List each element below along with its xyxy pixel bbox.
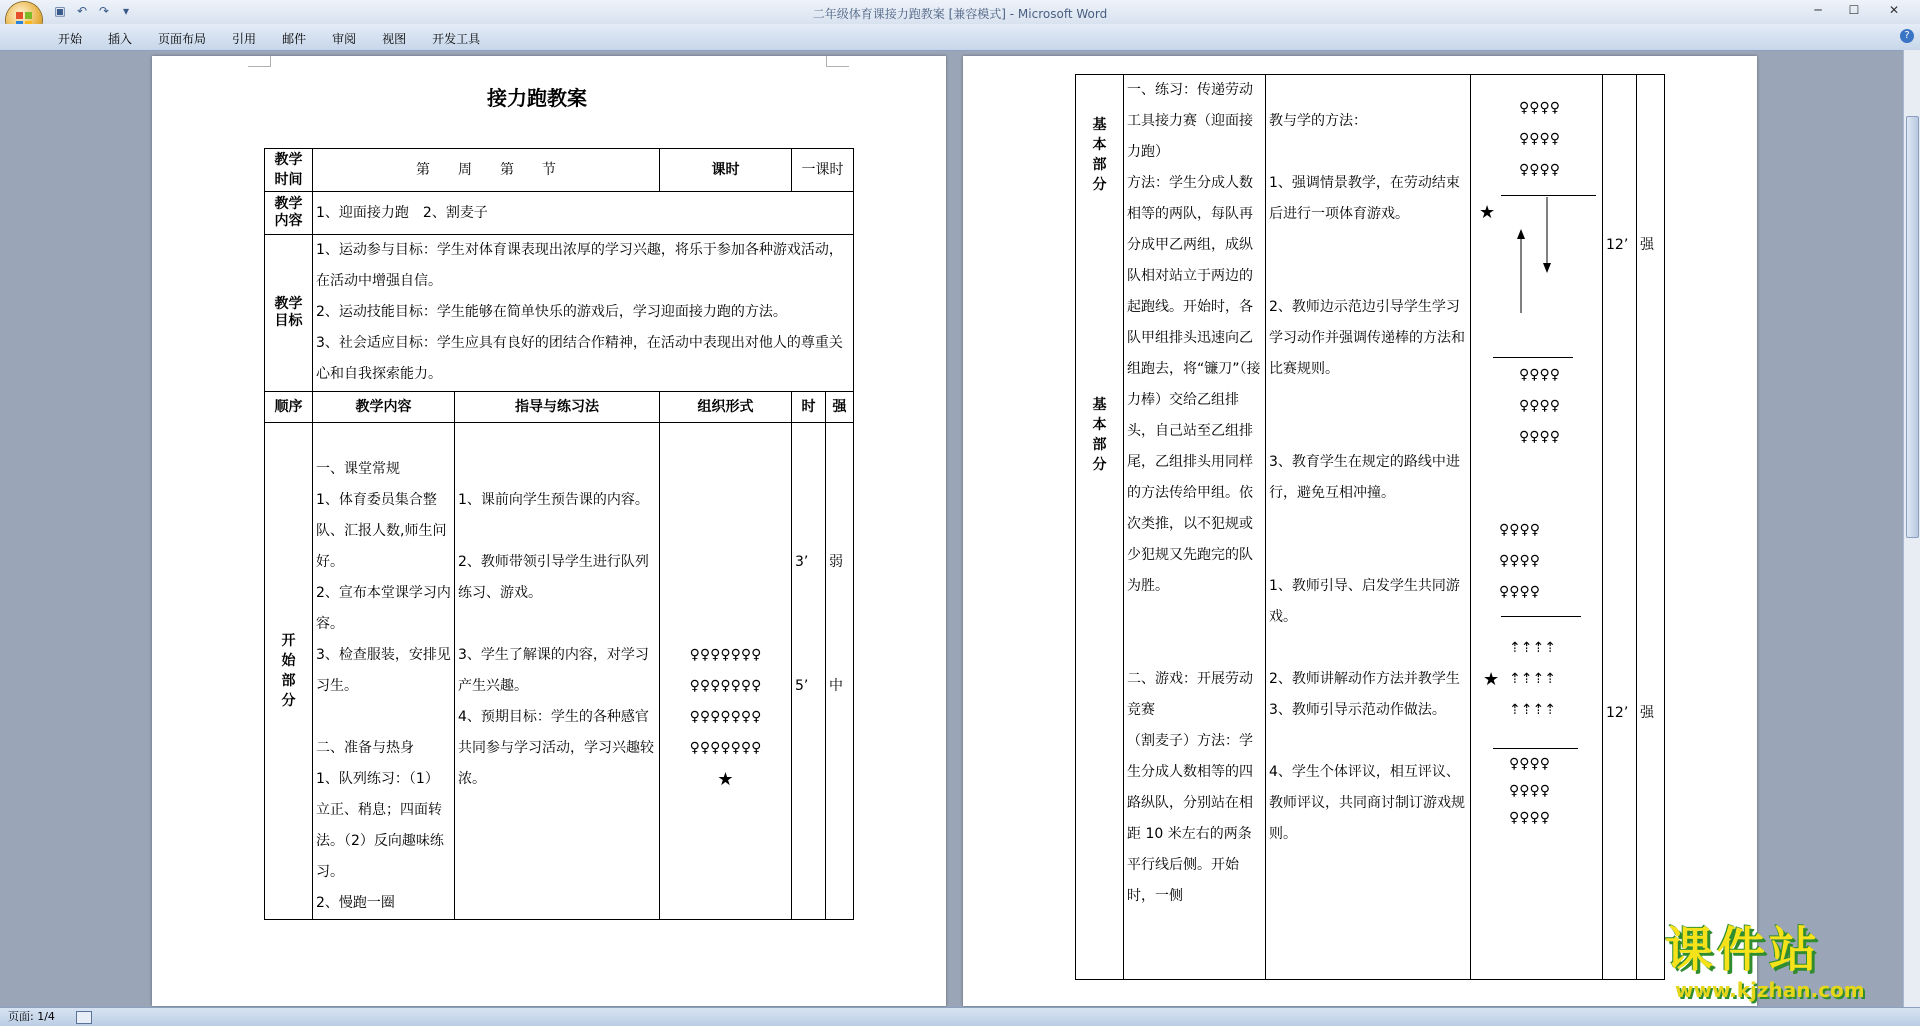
- vertical-scrollbar[interactable]: [1903, 50, 1920, 1007]
- formation-row: ♀♀♀♀: [1499, 584, 1541, 600]
- goals-label-cell: 教学目标: [265, 235, 313, 392]
- formation-row: ♀♀♀♀♀♀♀: [689, 740, 762, 756]
- teaching-content-cell: 一、课堂常规 1、体育委员集合整队、汇报人数,师生问好。 2、宣布本堂课学习内容。 3、检查服装，安排见习生。 二、准备与热身 1、队列练习：（1）立正、稍息；四面转法。（2）反向趣味练习。 2、慢跑一圈: [313, 423, 455, 920]
- formation-row: ♀♀♀♀: [1499, 553, 1541, 569]
- formation-row: ⇡⇡⇡⇡: [1509, 640, 1556, 656]
- header-cell: 顺序: [265, 392, 313, 423]
- header-cell: 时: [792, 392, 826, 423]
- ribbon-tabs: [58, 30, 480, 47]
- maximize-icon[interactable]: ☐: [1848, 3, 1860, 17]
- formation-row: ♀♀♀♀: [1519, 429, 1561, 445]
- formation-row: ♀♀♀♀: [1509, 783, 1551, 799]
- content-value-cell: 1、迎面接力跑 2、割麦子: [313, 192, 854, 235]
- watermark-url: www.kjzhan.com: [1675, 978, 1865, 1002]
- time-value: 12’: [1606, 237, 1629, 253]
- header-cell: 强: [826, 392, 854, 423]
- teaching-content-cell: 一、练习：传递劳动工具接力赛（迎面接力跑） 方法：学生分成人数相等的两队，每队再分成甲乙两组，成纵队相对站立于两边的起跑线。开始时，各队甲组排头迅速向乙组跑去，将“镰刀”（接力棒）交给乙组排头，自己站至乙组排尾，乙组排头用同样的方法传给甲组。依次类推，以不犯规或少犯规又先跑完的队为胜。 二、游戏：开展劳动竞赛 （割麦子）方法：学生分成人数相等的四路纵队，分别站在相距 10 米左右的两条平行线后侧。开始时，一侧: [1124, 75, 1266, 980]
- intensity-value: 强: [1640, 237, 1654, 253]
- undo-icon[interactable]: ↶: [76, 4, 88, 18]
- table-header-row: [265, 392, 854, 423]
- guidance-cell: 教与学的方法： 1、强调情景教学，在劳动结束后进行一项体育游戏。 2、教师边示范边引导学生学习学习动作并强调传递棒的方法和比赛规则。 3、教育学生在规定的路线中进行，避免互相冲撞。 1、教师引导、启发学生共同游戏。 2、教师讲解动作方法并教学生 3、教师引导示范动作做法。 4、学生个体评议，相互评议、教师评议，共同商讨制订游戏规则。: [1266, 75, 1471, 980]
- document-title: 接力跑教案: [487, 86, 587, 110]
- watermark-logo: [1665, 922, 1905, 1002]
- minimize-icon[interactable]: ─: [1814, 3, 1822, 17]
- formation-row: ♀♀♀♀♀♀♀: [689, 647, 762, 663]
- header-cell: 组织形式: [660, 392, 792, 423]
- period-label-cell: 课时: [660, 149, 792, 192]
- save-icon[interactable]: ▣: [54, 4, 66, 18]
- tab-insert[interactable]: 插入: [108, 32, 133, 46]
- table-row: [265, 423, 854, 920]
- intensity-value: 强: [1640, 705, 1654, 721]
- formation-row: ♀♀♀♀: [1519, 131, 1561, 147]
- start-line: [1501, 616, 1581, 617]
- intensity-value: 弱: [829, 554, 843, 570]
- tab-developer[interactable]: 开发工具: [432, 32, 481, 46]
- time-label-cell: 教学时间: [265, 149, 313, 192]
- proofing-icon[interactable]: [76, 1011, 92, 1024]
- teacher-star-icon: ★: [717, 769, 734, 790]
- intensity-cell: [1637, 75, 1665, 980]
- scrollbar-thumb[interactable]: [1906, 116, 1919, 538]
- time-value: 12’: [1606, 705, 1629, 721]
- redo-icon[interactable]: ↷: [98, 4, 110, 18]
- document-page-1[interactable]: [152, 56, 946, 1006]
- lesson-plan-table-continued: [1075, 74, 1665, 980]
- section-label: 基本部分: [1092, 397, 1107, 473]
- formation-row: ♀♀♀♀♀♀♀: [689, 709, 762, 725]
- page-indicator[interactable]: 页面: 1/4: [8, 1010, 55, 1023]
- period-value-cell: 一课时: [792, 149, 854, 192]
- relay-arrows-icon: [1509, 195, 1569, 315]
- margin-corner-mark: [248, 56, 271, 67]
- header-cell: 教学内容: [313, 392, 455, 423]
- formation-row: ♀♀♀♀: [1509, 756, 1551, 772]
- goals-cell: 1、运动参与目标：学生对体育课表现出浓厚的学习兴趣，将乐于参加各种游戏活动，在活动中增强自信。 2、运动技能目标：学生能够在简单快乐的游戏后，学习迎面接力跑的方法。 3、社会适应目标：学生应具有良好的团结合作精神，在活动中表现出对他人的尊重关心和自我探索能力。: [313, 235, 854, 392]
- start-line: [1493, 748, 1578, 749]
- formation-row: ♀♀♀♀: [1519, 162, 1561, 178]
- window-title: 二年级体育课接力跑教案 [兼容模式] - Microsoft Word: [812, 7, 1108, 21]
- watermark-brand: 课件站: [1665, 922, 1822, 978]
- lesson-plan-table: [264, 148, 854, 920]
- formation-row: ♀♀♀♀: [1499, 522, 1541, 538]
- tab-home[interactable]: 开始: [58, 32, 83, 46]
- ribbon: [0, 24, 1920, 51]
- intensity-value: 中: [829, 678, 843, 694]
- start-line: [1493, 357, 1573, 358]
- formation-row: ♀♀♀♀: [1519, 367, 1561, 383]
- intensity-cell: [826, 423, 854, 920]
- section-cell: 开始部分: [265, 423, 313, 920]
- header-cell: 指导与练习法: [455, 392, 660, 423]
- tab-view[interactable]: 视图: [382, 32, 407, 46]
- formation-row: ♀♀♀♀: [1519, 398, 1561, 414]
- time-value: 5’: [795, 678, 809, 694]
- formation-row: ⇡⇡⇡⇡: [1509, 671, 1556, 687]
- formation-row: ♀♀♀♀♀♀♀: [689, 678, 762, 694]
- close-icon[interactable]: ✕: [1888, 3, 1900, 17]
- teacher-star-icon: ★: [1483, 669, 1500, 690]
- table-row: [265, 192, 854, 235]
- status-bar: [0, 1007, 1920, 1026]
- tab-review[interactable]: 审阅: [332, 32, 357, 46]
- tab-mailings[interactable]: 邮件: [282, 32, 307, 46]
- tab-references[interactable]: 引用: [232, 32, 257, 46]
- time-cell: [1603, 75, 1637, 980]
- formation-row: ⇡⇡⇡⇡: [1509, 702, 1556, 718]
- title-bar: [0, 0, 1920, 24]
- formation-row: ♀♀♀♀: [1509, 810, 1551, 826]
- document-page-2[interactable]: [963, 56, 1757, 1006]
- customize-qat-icon[interactable]: ▾: [122, 4, 130, 18]
- formation-row: ♀♀♀♀: [1519, 100, 1561, 116]
- window-controls: [1800, 0, 1916, 20]
- section-label: 基本部分: [1092, 117, 1107, 193]
- formation-cell: [1471, 75, 1603, 980]
- week-cell: 第 周 第 节: [313, 149, 660, 192]
- content-label-cell: 教学内容: [265, 192, 313, 235]
- formation-cell: [660, 423, 792, 920]
- guidance-cell: 1、课前向学生预告课的内容。 2、教师带领引导学生进行队列练习、游戏。 3、学生了解课的内容，对学习产生兴趣。 4、预期目标：学生的各种感官共同参与学习活动，学习兴趣较浓。: [455, 423, 660, 920]
- time-value: 3’: [795, 554, 809, 570]
- table-row: [265, 149, 854, 192]
- tab-page-layout[interactable]: 页面布局: [158, 32, 207, 46]
- margin-corner-mark: [826, 56, 849, 67]
- help-icon[interactable]: ?: [1900, 29, 1914, 43]
- section-cell: [1076, 75, 1124, 980]
- time-cell: [792, 423, 826, 920]
- teacher-star-icon: ★: [1479, 202, 1496, 223]
- table-row: [265, 235, 854, 392]
- table-row: [1076, 75, 1665, 980]
